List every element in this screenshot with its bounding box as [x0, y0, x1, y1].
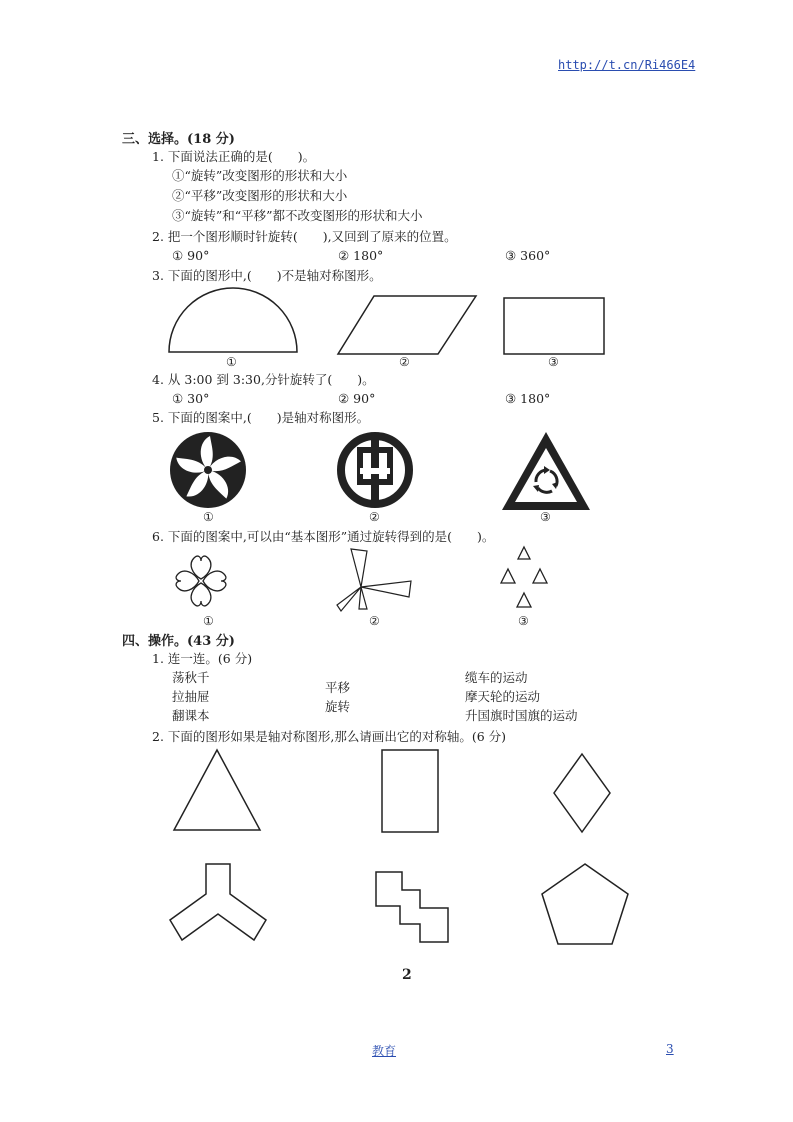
q2-option-2: ② 180°	[338, 248, 384, 263]
triangle-figure	[172, 748, 262, 832]
section3-title: 三、选择。(18 分)	[122, 132, 235, 147]
q6-label-3: ③	[518, 614, 529, 628]
match-right-3: 升国旗时国旗的运动	[465, 708, 578, 723]
q2-option-1: ① 90°	[172, 248, 210, 263]
q1-stem: 1. 下面说法正确的是( )。	[152, 149, 316, 164]
q3-label-1: ①	[226, 355, 237, 369]
q3-label-3: ③	[548, 355, 559, 369]
q3-label-2: ②	[399, 355, 410, 369]
q3-stem: 3. 下面的图形中,( )不是轴对称图形。	[152, 268, 382, 283]
rectangle-figure	[502, 296, 606, 356]
pentagon-figure	[540, 862, 630, 946]
parallelogram-figure	[336, 294, 478, 356]
q6-label-2: ②	[369, 614, 380, 628]
q5-stem: 5. 下面的图案中,( )是轴对称图形。	[152, 410, 370, 425]
q5-label-2: ②	[369, 510, 380, 524]
q4-stem: 4. 从 3:00 到 3:30,分针旋转了( )。	[152, 372, 375, 387]
match-left-3: 翻课本	[172, 708, 210, 723]
stair-zigzag-figure	[372, 870, 452, 946]
page-number: 2	[402, 967, 412, 983]
q1-option-3: ③“旋转”和“平移”都不改变图形的形状和大小	[172, 208, 423, 223]
pinwheel-triangles-icon	[333, 545, 415, 615]
three-arm-figure	[166, 862, 270, 946]
bank-logo-icon	[336, 430, 414, 510]
q5-label-3: ③	[540, 510, 551, 524]
footer-link[interactable]: 教育	[372, 1044, 397, 1058]
q4-option-3: ③ 180°	[505, 391, 551, 406]
roundabout-sign-icon	[500, 430, 592, 512]
s4-q1-stem: 1. 连一连。(6 分)	[152, 651, 253, 666]
four-hearts-clover-icon	[166, 548, 236, 614]
q2-option-3: ③ 360°	[505, 248, 551, 263]
match-middle-1: 平移	[325, 680, 351, 695]
q5-label-1: ①	[203, 510, 214, 524]
q6-label-1: ①	[203, 614, 214, 628]
match-middle-2: 旋转	[325, 699, 351, 714]
match-left-2: 拉抽屉	[172, 689, 210, 704]
rhombus-figure	[552, 752, 612, 834]
q1-option-2: ②“平移”改变图形的形状和大小	[172, 188, 348, 203]
q1-option-1: ①“旋转”改变图形的形状和大小	[172, 168, 348, 183]
q4-option-1: ① 30°	[172, 391, 210, 406]
semicircle-figure	[166, 285, 301, 355]
match-right-2: 摩天轮的运动	[465, 689, 541, 704]
section4-title: 四、操作。(43 分)	[122, 634, 235, 649]
triangles-group-icon	[500, 545, 552, 615]
match-right-1: 缆车的运动	[465, 670, 528, 685]
bauhinia-flag-icon	[168, 430, 248, 510]
footer-page-number: 3	[666, 1042, 674, 1056]
match-left-1: 荡秋千	[172, 670, 210, 685]
header-link[interactable]: http://t.cn/Ri466E4	[558, 58, 696, 72]
q2-stem: 2. 把一个图形顺时针旋转( ),又回到了原来的位置。	[152, 229, 457, 244]
q4-option-2: ② 90°	[338, 391, 376, 406]
q6-stem: 6. 下面的图案中,可以由“基本图形”通过旋转得到的是( )。	[152, 529, 495, 544]
tall-rectangle-figure	[380, 748, 440, 834]
s4-q2-stem: 2. 下面的图形如果是轴对称图形,那么请画出它的对称轴。(6 分)	[152, 729, 507, 744]
